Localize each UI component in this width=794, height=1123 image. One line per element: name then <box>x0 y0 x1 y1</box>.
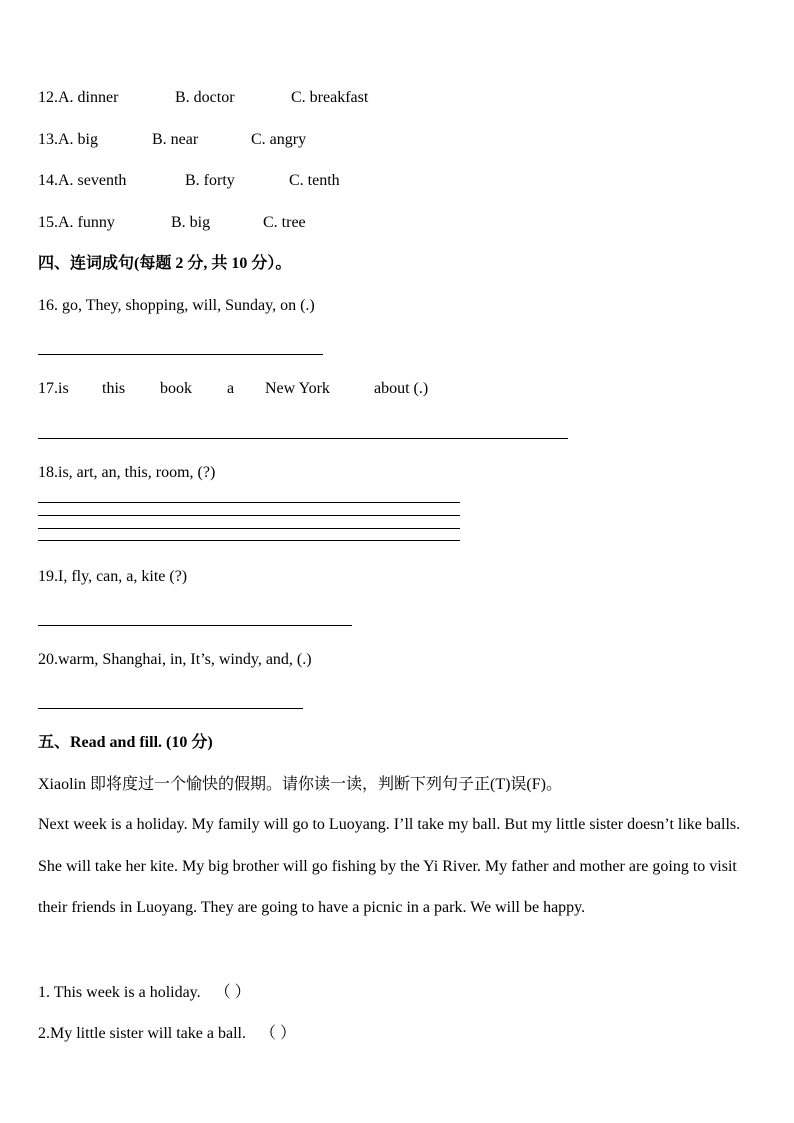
q13-option-b: B. near <box>152 131 199 148</box>
answer-line-20 <box>38 708 303 709</box>
tf-item-2-blank[interactable]: （ ） <box>259 1025 296 1042</box>
answer-line-18 <box>38 515 460 516</box>
q12-option-c: C. breakfast <box>291 89 369 106</box>
q12-option-b: B. doctor <box>175 89 235 106</box>
q15-option-c: C. tree <box>263 214 306 231</box>
q17-word: a <box>227 380 235 397</box>
tf-item-1-blank[interactable]: （ ） <box>214 984 251 1001</box>
q17-word: is <box>58 380 69 397</box>
answer-line-18 <box>38 502 460 503</box>
q14-option-a: A. seventh <box>58 172 127 189</box>
answer-line-16 <box>38 354 323 355</box>
q15-number: 15. <box>38 214 58 231</box>
answer-line-19 <box>38 625 352 626</box>
section-5-instruction: Xiaolin 即将度过一个愉快的假期。请你读一读，判断下列句子正(T)误(F)。 <box>38 776 562 793</box>
q13-option-c: C. angry <box>251 131 307 148</box>
question-14 <box>38 171 340 191</box>
reading-passage: Next week is a holiday. My family will go to Luoyang. I’ll take my ball. But my little sister doesn’t like balls. She will take her kite. My big brother will go fishing by the Yi River. My father and mother are going to visit their friends in Luoyang. They are going to have a picnic in a park. We will be happy. <box>38 816 741 917</box>
answer-line-18 <box>38 528 460 529</box>
q14-option-c: C. tenth <box>289 172 340 189</box>
q15-option-b: B. big <box>171 214 211 231</box>
question-15 <box>38 213 306 233</box>
answer-line-18 <box>38 540 460 541</box>
q17-word: book <box>160 380 192 397</box>
q17-number: 17. <box>38 380 58 397</box>
q12-option-a: A. dinner <box>58 89 119 106</box>
question-12 <box>38 88 369 108</box>
q15-option-a: A. funny <box>58 214 115 231</box>
tf-item-1-text: 1. This week is a holiday. <box>38 984 201 1001</box>
q14-number: 14. <box>38 172 58 189</box>
tf-item-1 <box>38 983 251 1003</box>
question-17 <box>38 379 429 399</box>
question-13 <box>38 130 307 150</box>
section-4-title: 四、连词成句(每题 2 分, 共 10 分）。 <box>38 255 292 272</box>
tf-item-2-text: 2.My little sister will take a ball. <box>38 1025 246 1042</box>
question-18: 18.is, art, an, this, room, (?) <box>38 464 216 481</box>
q13-number: 13. <box>38 131 58 148</box>
question-20: 20.warm, Shanghai, in, It’s, windy, and, (.) <box>38 651 312 668</box>
question-16: 16. go, They, shopping, will, Sunday, on (.) <box>38 297 315 314</box>
q13-option-a: A. big <box>58 131 98 148</box>
section-5-title: 五、Read and fill. (10 分) <box>38 734 213 751</box>
q17-word: this <box>102 380 126 397</box>
q17-word: about (.) <box>374 380 429 397</box>
q17-word: New York <box>265 380 330 397</box>
answer-line-17 <box>38 438 568 439</box>
q14-option-b: B. forty <box>185 172 235 189</box>
q12-number: 12. <box>38 89 58 106</box>
question-19: 19.I, fly, can, a, kite (?) <box>38 568 188 585</box>
tf-item-2 <box>38 1024 296 1044</box>
